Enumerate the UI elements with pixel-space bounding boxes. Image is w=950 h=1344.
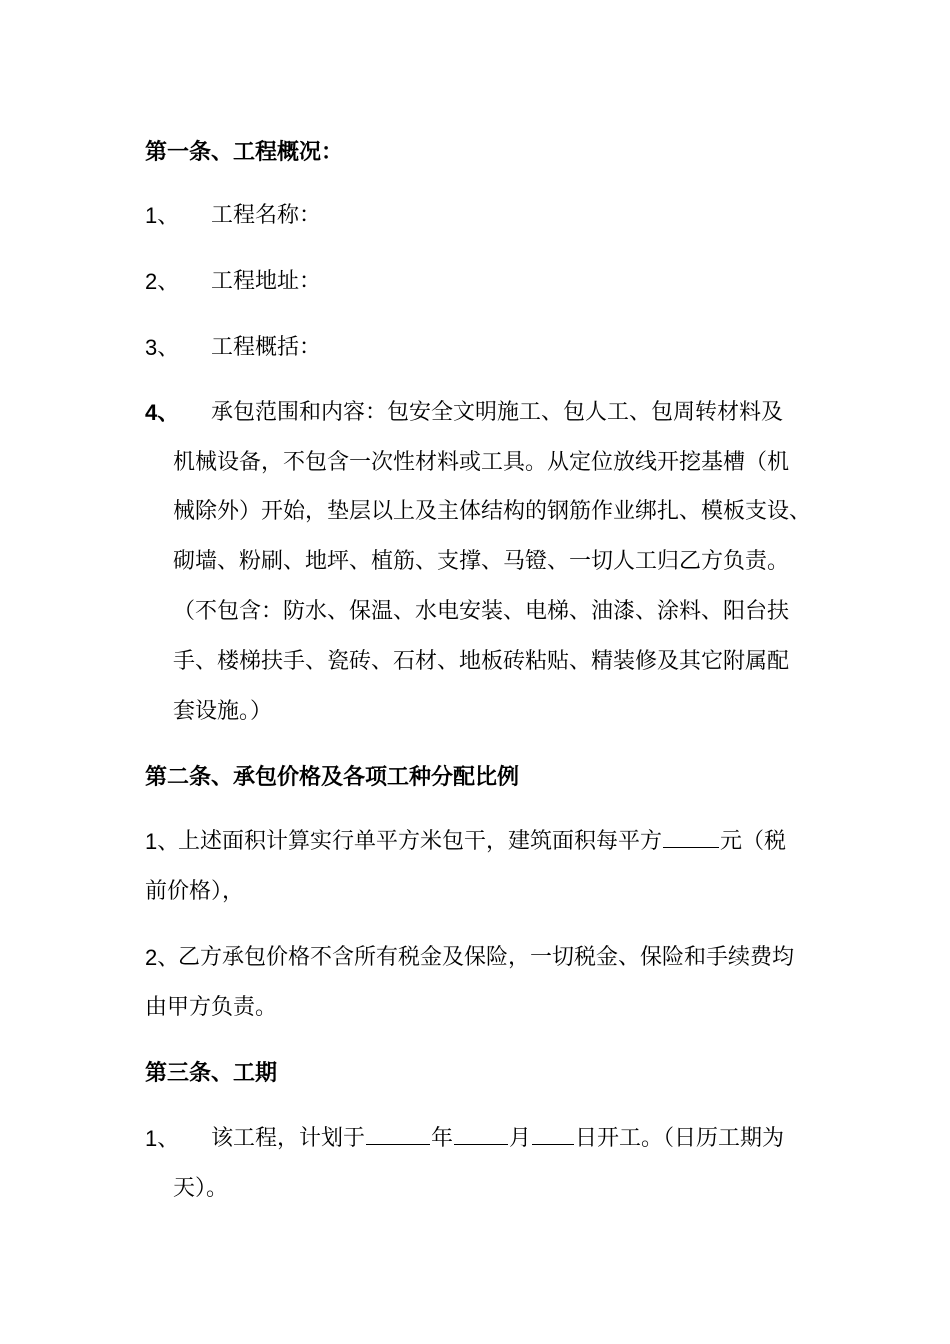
item-text: 工程概括： bbox=[211, 335, 322, 360]
year-label: 年 bbox=[431, 1126, 454, 1151]
tax-line-cont: 由甲方负责。 bbox=[145, 995, 278, 1020]
price-unit: 元（税 bbox=[720, 829, 787, 854]
item4-line: 承包范围和内容：包安全文明施工、包人工、包周转材料及 bbox=[211, 400, 784, 425]
month-label: 月 bbox=[509, 1126, 532, 1151]
item4-line: 砌墙、粉刷、地坪、植筋、支撑、马镫、一切人工归乙方负责。 bbox=[173, 549, 790, 574]
day-blank bbox=[532, 1124, 574, 1145]
section2-heading: 第二条、承包价格及各项工种分配比例 bbox=[145, 765, 520, 790]
item-number: 1、 bbox=[145, 203, 180, 228]
item4-line: （不包含：防水、保温、水电安装、电梯、油漆、涂料、阳台扶 bbox=[173, 599, 790, 624]
section1-heading: 第一条、工程概况： bbox=[145, 140, 344, 165]
schedule-line-cont: 天）。 bbox=[173, 1176, 229, 1201]
item-number: 1、 bbox=[145, 1126, 180, 1151]
price-text: 上述面积计算实行单平方米包干，建筑面积每平方 bbox=[178, 829, 663, 854]
paragraph-number: 2、 bbox=[145, 945, 180, 970]
month-blank bbox=[454, 1124, 508, 1145]
price-blank bbox=[663, 827, 719, 848]
item-number: 4、 bbox=[145, 400, 180, 425]
item4-line: 套设施。） bbox=[173, 699, 273, 724]
item-text: 工程地址： bbox=[211, 269, 322, 294]
schedule-text: 该工程，计划于 bbox=[211, 1126, 366, 1151]
item4-line: 机械设备，不包含一次性材料或工具。从定位放线开挖基槽（机 bbox=[173, 450, 790, 475]
item4-line: 械除外）开始，垫层以上及主体结构的钢筋作业绑扎、模板支设、 bbox=[173, 499, 812, 524]
schedule-line bbox=[211, 1124, 784, 1154]
item4-line: 手、楼梯扶手、瓷砖、石材、地板砖粘贴、精装修及其它附属配 bbox=[173, 649, 790, 674]
day-label: 日开工。（日历工期为 bbox=[575, 1126, 785, 1151]
tax-line: 乙方承包价格不含所有税金及保险，一切税金、保险和手续费均 bbox=[178, 945, 795, 970]
paragraph-number: 1、 bbox=[145, 829, 180, 854]
item-number: 3、 bbox=[145, 335, 180, 360]
item-text: 工程名称： bbox=[211, 203, 322, 228]
section3-heading: 第三条、工期 bbox=[145, 1061, 278, 1086]
price-line bbox=[178, 827, 786, 857]
item-number: 2、 bbox=[145, 269, 180, 294]
year-blank bbox=[366, 1124, 430, 1145]
price-line-cont: 前价格）， bbox=[145, 879, 245, 904]
